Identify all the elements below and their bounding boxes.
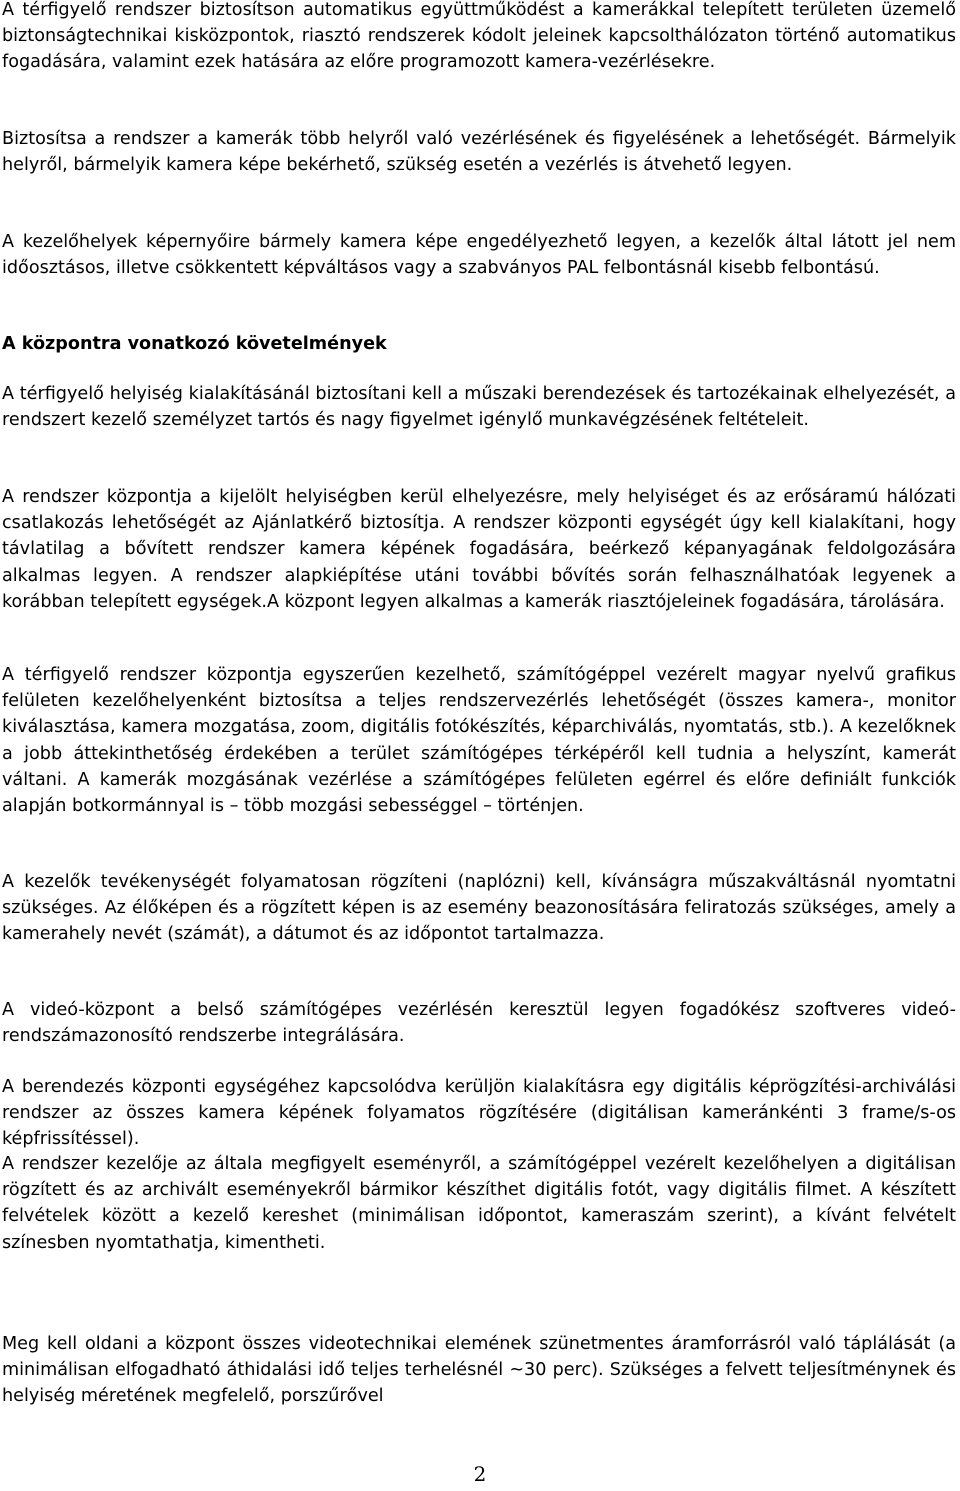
paragraph-plate-recognition: A videó-központ a belső számítógépes vezérlésén keresztül legyen fogadókész szoftveres videó-rendszámazonosító rendszerbe integrálására. [2, 1000, 956, 1047]
paragraph-operator-screens: A kezelőhelyek képernyőire bármely kamera képe engedélyezhető legyen, a kezelők által látott jel nem időosztásos, illetve csökkentett képváltásos vagy a szabványos PAL felbontásnál kisebb felbontású. [2, 232, 956, 279]
paragraph-monitoring-room: A térfigyelő helyiség kialakításánál biztosítani kell a műszaki berendezések és tartozékainak elhelyezését, a rendszert kezelő személyzet tartós és nagy figyelmet igénylő munkavégzésének feltételeit. [2, 384, 956, 431]
paragraph-control-interface: A térfigyelő rendszer központja egyszerűen kezelhető, számítógéppel vezérelt magyar nyelvű grafikus felületen kezelőhelyenként biztosítsa a teljes rendszervezérlés lehetőségét (összes kamera-, monitor kiválasztása, kamera mozgatása, zoom, digitális fotókészítés, képarchiválás, nyomtatás, stb.). A kezelőknek a jobb áttekinthetőség érdekében a terület számítógépes térképéről kell tudnia a helyszínt, kamerát váltani. A kamerák mozgásának vezérlése a számítógépes felületen egérrel és előre definiált funkciók alapján botkormánnyal is – több mozgási sebességgel – történjen. [2, 665, 956, 817]
paragraph-ups-power: Meg kell oldani a központ összes videotechnikai elemének szünetmentes áramforrásról való táplálását (a minimálisan elfogadható áthidalási idő teljes terhelésnél ~30 perc). Szükséges a felvett teljesítménynek és helyiség méretének megfelelő, porszűrővel [2, 1334, 956, 1407]
page-number: 2 [473, 1462, 487, 1486]
section-heading-central-requirements: A központra vonatkozó követelmények [2, 334, 387, 354]
paragraph-operator-logging: A kezelők tevékenységét folyamatosan rögzíteni (naplózni) kell, kívánságra műszakváltásnál nyomtatni szükséges. Az élőképen és a rögzített képen is az esemény beazonosítására feliratozás szükséges, amely a kamerahely nevét (számát), a dátumot és az időpontot tartalmazza. [2, 872, 956, 945]
paragraph-photo-film-export: A rendszer kezelője az általa megfigyelt eseményről, a számítógéppel vezérelt kezelőhelyen a digitálisan rögzített és az archivált eseményekről bármikor készíthet digitális fotót, vagy digitális filmet. A készített felvételek között a kezelő kereshet (minimálisan időpontot, kameraszám szerint), a kívánt felvételt színesben nyomtathatja, kimentheti. [2, 1154, 956, 1253]
paragraph-digital-recording: A berendezés központi egységéhez kapcsolódva kerüljön kialakításra egy digitális képrögzítési-archiválási rendszer az összes kamera képének folyamatos rögzítésére (digitálisan kameránkénti 3 frame/s-os képfrissítéssel). [2, 1077, 956, 1150]
paragraph-camera-integration: A térfigyelő rendszer biztosítson automatikus együttműködést a kamerákkal telepített területen üzemelő biztonságtechnikai kisközpontok, riasztó rendszerek kódolt jeleinek kapcsolthálózaton történő automatikus fogadására, valamint ezek hatására az előre programozott kamera-vezérlésekre. [2, 0, 956, 73]
paragraph-central-unit: A rendszer központja a kijelölt helyiségben kerül elhelyezésre, mely helyiséget és az erősáramú hálózati csatlakozás lehetőségét az Ajánlatkérő biztosítja. A rendszer központi egységét úgy kell kialakítani, hogy távlatilag a bővített rendszer kamera képének fogadására, beérkező képanyagának feldolgozására alkalmas legyen. A rendszer alapkiépítése utáni további bővítés során felhasználhatóak legyenek a korábban telepített egységek.A központ legyen alkalmas a kamerák riasztójeleinek fogadására, tárolására. [2, 487, 956, 612]
paragraph-multi-location-control: Biztosítsa a rendszer a kamerák több helyről való vezérlésének és figyelésének a lehetőségét. Bármelyik helyről, bármelyik kamera képe bekérhető, szükség esetén a vezérlés is átvehető legyen. [2, 129, 956, 176]
